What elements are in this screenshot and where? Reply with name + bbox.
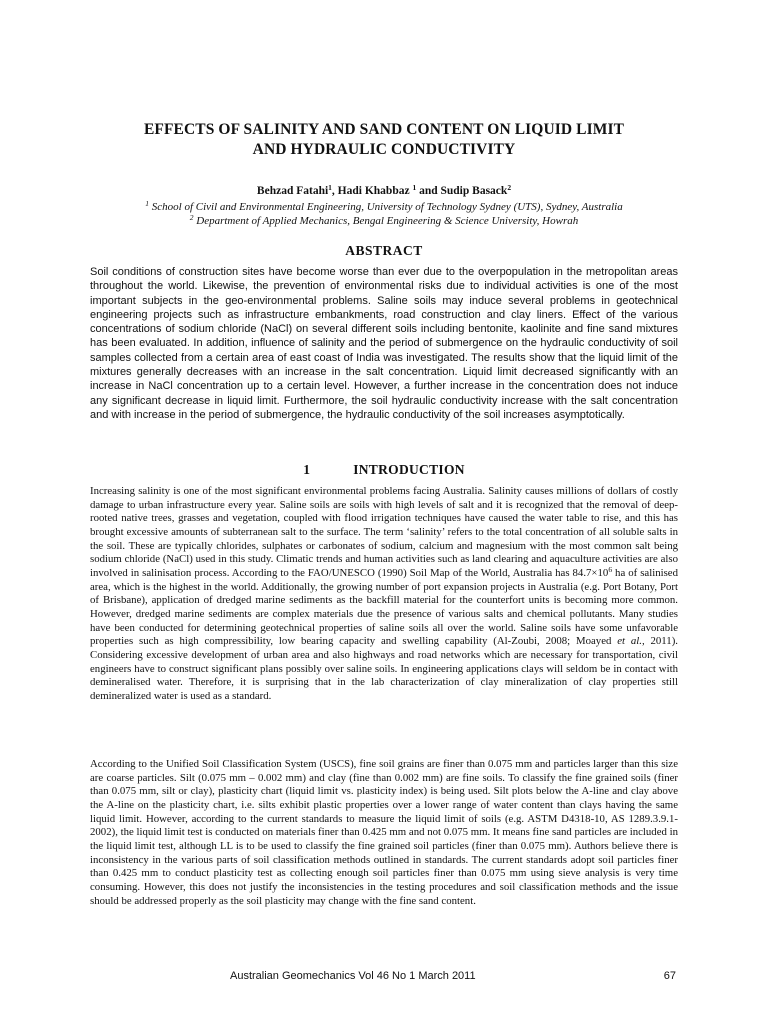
affiliation	[90, 201, 678, 214]
affiliation-text: Department of Applied Mechanics, Bengal Engineering & Science University, Howrah	[196, 215, 579, 227]
paragraph-text: ha of salinised area, which is the highest in the world. Additionally, the growing number of port expansion projects in Australia (e.g. Port Botany, Port of Brisbane), application of dredged marine sediments as the backfill material for the counterfort units is becoming more common. However, dredged marine sediments are complex materials due the presence of various salts and chemical pollutants. Many studies have been conducted for determining geotechnical properties of saline soils all over the world. Saline soils have some unfavorable properties such as high compressibility, low bearing capacity and swelling capability (Al-Zoubi, 2008; Moayed	[90, 566, 678, 648]
title-line-2: AND HYDRAULIC CONDUCTIVITY	[252, 141, 516, 158]
title-line-1: EFFECTS OF SALINITY AND SAND CONTENT ON LIQUID LIMIT	[143, 121, 625, 138]
body-paragraph: According to the Unified Soil Classification System (USCS), fine soil grains are finer than 0.075 mm and particles larger than this size are coarse particles. Silt (0.075 mm – 0.002 mm) and clay (fine than 0.002 mm) are fine soils. To classify the fine grained soils (finer than 0.075 mm, silt or clay), plasticity chart (liquid limit vs. plasticity index) is being used. Silt plots below the A-line and clay above the A-line on the plasticity chart, i.e. silts exhibit plastic properties over a lower range of water content than clays having the same liquid limit. However, according to the current standards to measure the liquid limit of soils (e.g. ASTM D4318-10, AS 1289.3.9.1-2002), the liquid limit test is conducted on materials finer than 0.425 mm and not 0.075 mm. It means fine sand particles are included in the liquid limit test, although LL is to be used to classify the fine grained soil particles (finer than 0.075 mm). Authors believe there is inconsistency in the various parts of soil classification methods outlined in standards. The current standards adopt soil particles finer than 0.425 mm to conduct plasticity test as collecting enough soil particles finer than 0.075 mm using sieve analysis is very time consuming. However, this does not justify the inconsistencies in the testing procedures and soil classification methods and the issue should be addressed properly as the soil plasticity may change with the fine sand content.	[90, 758, 678, 907]
paragraph-text: Increasing salinity is one of the most significant environmental problems facing Australia. Salinity causes millions of dollars of costly damage to urban infrastructure every year. Saline soils are soils with high levels of salt and it is recognized that the removal of deep-rooted native trees, grasses and vegetation, coupled with flood irrigation techniques have caused the water table to rise, and this has brought excessive amounts of subterranean salt to the surface. The term ‘salinity’ refers to the total concentration of all soluble salts in the soil. These are typically chlorides, sulphates or carbonates of sodium, calcium and magnesium with the most common salt being sodium chloride (NaCl) used in this study. Climatic trends and human activities such as land clearing and aquaculture activities are also involved in salinisation process. According to the FAO/UNESCO (1990) Soil Map of the World, Australia has 84.7×10	[90, 485, 678, 579]
author-list: Behzad Fatahi$^1$, Hadi Khabbaz $^1$ and Sudip Basack$^2$	[256, 183, 512, 197]
abstract-text: Soil conditions of construction sites have become worse than ever due to the overpopulation in the metropolitan areas throughout the world. Likewise, the prevention of environmental risks due to individual activities is one of the most important subjects in the geo-environmental problems. Saline soils may induce several problems in geotechnical engineering projects such as infrastructure embankments, road construction and clay liners. Effect of the various concentrations of sodium chloride (NaCl) on several different soils including bentonite, kaolinite and fine sand mixtures has been evaluated. In addition, influence of salinity and the period of submergence on the hydraulic conductivity of soil samples collected from a certain area of east coast of India was investigated. The results show that the liquid limit of the mixtures generally decreases with an increase in the salt concentration. Liquid limit decreased significantly with an increase in NaCl concentration up to a certain level. However, a further increase in the concentration does not induce any significant decrease in liquid limit. Furthermore, the soil hydraulic conductivity increase with the salt concentration and with increase in the period of submergence, the hydraulic conductivity of the soil increases asymptotically.	[90, 266, 678, 421]
author-affiliation-mark: 2	[507, 183, 512, 192]
body-paragraph	[90, 485, 678, 704]
abstract-heading: ABSTRACT	[345, 243, 423, 258]
author-name: Sudip Basack	[440, 185, 508, 197]
affiliation-mark: 1	[145, 199, 149, 208]
author-conjunction: and	[419, 185, 438, 197]
affiliation-text: School of Civil and Environmental Engineering, University of Technology Sydney (UTS), Sydney, Australia	[151, 201, 623, 213]
exponent: 6	[608, 564, 613, 574]
author-affiliation-mark: 1	[328, 183, 332, 192]
section-number: 1	[303, 462, 311, 477]
paper-title	[90, 120, 678, 160]
footer-journal: Australian Geomechanics Vol 46 No 1 March 2011	[230, 970, 476, 982]
page-number: 67	[663, 970, 676, 982]
author-affiliation-mark: 1	[412, 183, 417, 192]
author-name: Behzad Fatahi	[256, 185, 329, 197]
section-heading-introduction	[90, 462, 678, 478]
author-name: Hadi Khabbaz	[337, 185, 410, 197]
citation-et-al: et al.,	[617, 635, 645, 648]
paragraph-text: 2011). Considering excessive development of urban area and also highways and road networks which are necessary for transportation, civil engineers have to construct significant plans possibly over saline soils. In engineering applications clays will seldom be in contact with demineralised water. Therefore, it is surprising that in the lab characterization of clay mineralization of clay properties still demineralized water is used as a standard.	[90, 635, 679, 702]
section-title: INTRODUCTION	[353, 462, 465, 477]
affiliation	[90, 215, 678, 228]
affiliation-mark: 2	[189, 213, 194, 222]
